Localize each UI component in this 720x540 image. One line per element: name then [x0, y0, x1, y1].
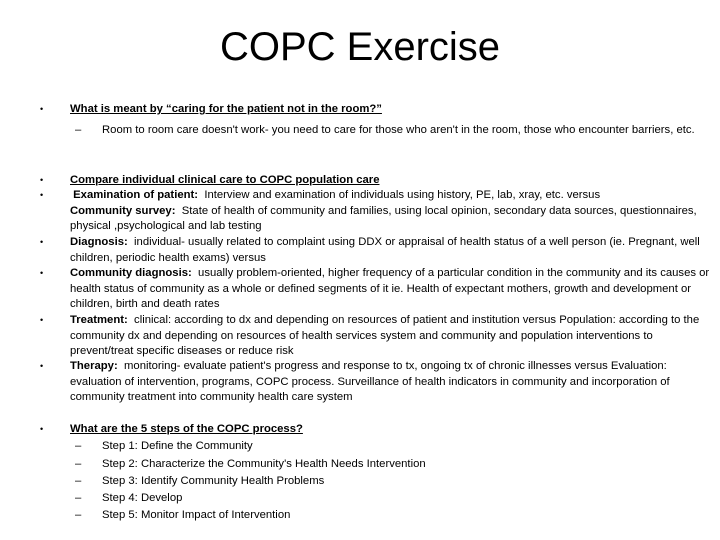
dash: –	[75, 509, 82, 521]
item-label: Examination of patient:	[73, 189, 199, 201]
bullet: •	[40, 237, 44, 247]
item-label: Community diagnosis:	[70, 267, 192, 279]
item-treatment	[70, 313, 715, 360]
q1-answer: Room to room care doesn't work- you need to care for those who aren't in the room, those who encounter barriers, etc.	[102, 124, 695, 136]
bullet: •	[40, 424, 44, 434]
question-2	[70, 173, 715, 189]
slide-title: COPC Exercise	[219, 25, 501, 69]
item-text: individual- usually related to complaint using DDX or appraisal of health status of a well person (ie. Pregnant, well children, periodic health exams) versus	[70, 236, 700, 264]
dash: –	[75, 475, 82, 487]
step-1: Step 1: Define the Community	[102, 440, 253, 452]
bullet: •	[40, 190, 44, 200]
dash: –	[75, 492, 82, 504]
bullet: •	[40, 104, 44, 114]
item-diagnosis	[70, 235, 715, 266]
item-community-diagnosis	[70, 266, 715, 313]
question-3	[70, 422, 715, 438]
step-4: Step 4: Develop	[102, 492, 183, 504]
item-text: Interview and examination of individuals using history, PE, lab, xray, etc. versus	[204, 189, 601, 201]
q1-heading: What is meant by “caring for the patient not in the room?”	[70, 103, 382, 115]
bullet: •	[40, 175, 44, 185]
item-label: Community survey:	[70, 204, 176, 217]
bullet: •	[40, 361, 44, 371]
step-5: Step 5: Monitor Impact of Intervention	[102, 509, 291, 521]
step-2: Step 2: Characterize the Community's Health Needs Intervention	[102, 457, 426, 470]
q3-heading: What are the 5 steps of the COPC process?	[70, 423, 303, 435]
item-text: State of health of community and families, using local opinion, secondary data sources, questionnaires, physical ,psychological and lab testing	[70, 204, 697, 232]
item-examination	[70, 188, 715, 235]
question-1	[70, 102, 715, 118]
item-label: Therapy:	[70, 360, 118, 372]
item-text: monitoring- evaluate patient's progress and response to tx, ongoing tx of chronic illnesses versus Evaluation: evaluation of intervention, programs, COPC process. Surveillance of health indicators in community and incorporation of community treatment into community health care system	[70, 360, 670, 403]
item-text: clinical: according to dx and depending on resources of patient and institution versus Population: according to the community dx and depending on resources of health services system and community and population interventions to prevent/treat specific diseases or reduce risk	[70, 314, 700, 357]
item-label: Diagnosis:	[70, 236, 128, 248]
q2-heading: Compare individual clinical care to COPC population care	[70, 174, 380, 186]
item-label: Treatment:	[70, 314, 128, 326]
item-therapy	[70, 359, 715, 406]
item-text: usually problem-oriented, higher frequency of a particular condition in the community and its causes or health status of community as a whole or defined segments of it ie. Health of expectant mothers, growth and development or children, birth and death rates	[70, 267, 710, 310]
dash: –	[75, 440, 82, 452]
bullet: •	[40, 268, 44, 278]
dash: –	[75, 124, 82, 136]
bullet: •	[40, 315, 44, 325]
dash: –	[75, 457, 82, 470]
step-3: Step 3: Identify Community Health Problems	[102, 475, 325, 487]
